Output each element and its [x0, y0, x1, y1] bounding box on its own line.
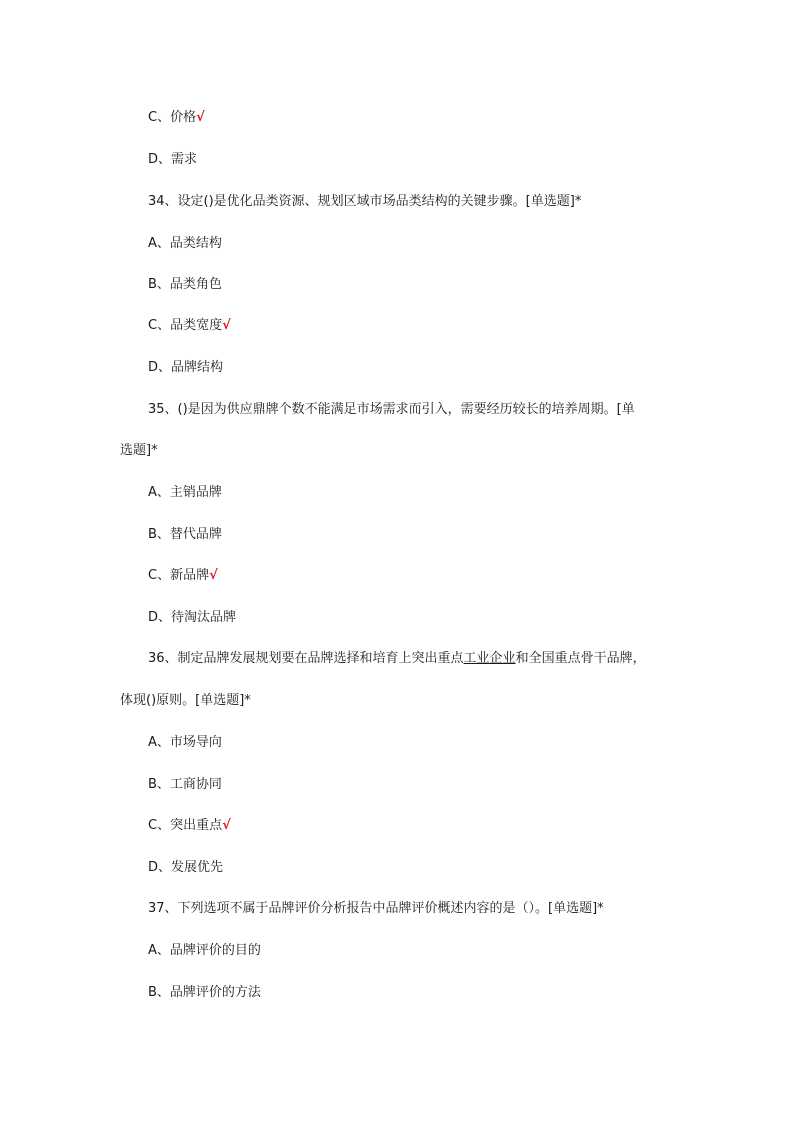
q36-option-d: D、发展优先	[148, 860, 224, 875]
q33-option-c	[148, 109, 205, 127]
option-text: C、突出重点	[148, 818, 223, 833]
option-text: C、新品牌	[148, 568, 210, 583]
q36-option-a: A、市场导向	[148, 735, 222, 750]
correct-check-icon: √	[222, 818, 231, 833]
correct-check-icon: √	[222, 318, 231, 333]
question-text: 36、制定品牌发展规划要在品牌选择和培育上突出重点	[148, 651, 464, 666]
q35-question-line1: 35、()是因为供应鼎牌个数不能满足市场需求而引入，需要经历较长的培养周期。[单	[148, 402, 635, 417]
q36-question-line1	[148, 650, 646, 668]
option-text: C、价格	[148, 110, 197, 125]
q34-option-d: D、品牌结构	[148, 360, 224, 375]
q35-option-a: A、主销品牌	[148, 485, 222, 500]
underlined-text: 工业企业	[463, 651, 516, 666]
question-text: 和全国重点骨干品牌，	[515, 651, 646, 666]
correct-check-icon: √	[196, 110, 205, 125]
q33-option-d	[148, 151, 197, 169]
q35-option-c	[148, 567, 218, 585]
q37-option-b: B、品牌评价的方法	[148, 985, 261, 1000]
q36-question-line2: 体现()原则。[单选题]*	[120, 693, 251, 708]
q34-option-a: A、品类结构	[148, 236, 222, 251]
q37-question: 37、下列选项不属于品牌评价分析报告中品牌评价概述内容的是（）。[单选题]*	[148, 901, 604, 916]
option-text: D、需求	[148, 152, 198, 167]
q35-question-line2: 选题]*	[120, 443, 158, 458]
q35-option-b: B、替代品牌	[148, 527, 222, 542]
q35-option-d: D、待淘汰品牌	[148, 610, 237, 625]
q34-option-b: B、品类角色	[148, 277, 222, 292]
q34-question: 34、设定()是优化品类资源、规划区域市场品类结构的关键步骤。[单选题]*	[148, 194, 582, 209]
q34-option-c	[148, 317, 231, 335]
q36-option-b: B、工商协同	[148, 777, 222, 792]
q37-option-a: A、品牌评价的目的	[148, 943, 261, 958]
correct-check-icon: √	[209, 568, 218, 583]
option-text: C、品类宽度	[148, 318, 223, 333]
q36-option-c	[148, 817, 231, 835]
